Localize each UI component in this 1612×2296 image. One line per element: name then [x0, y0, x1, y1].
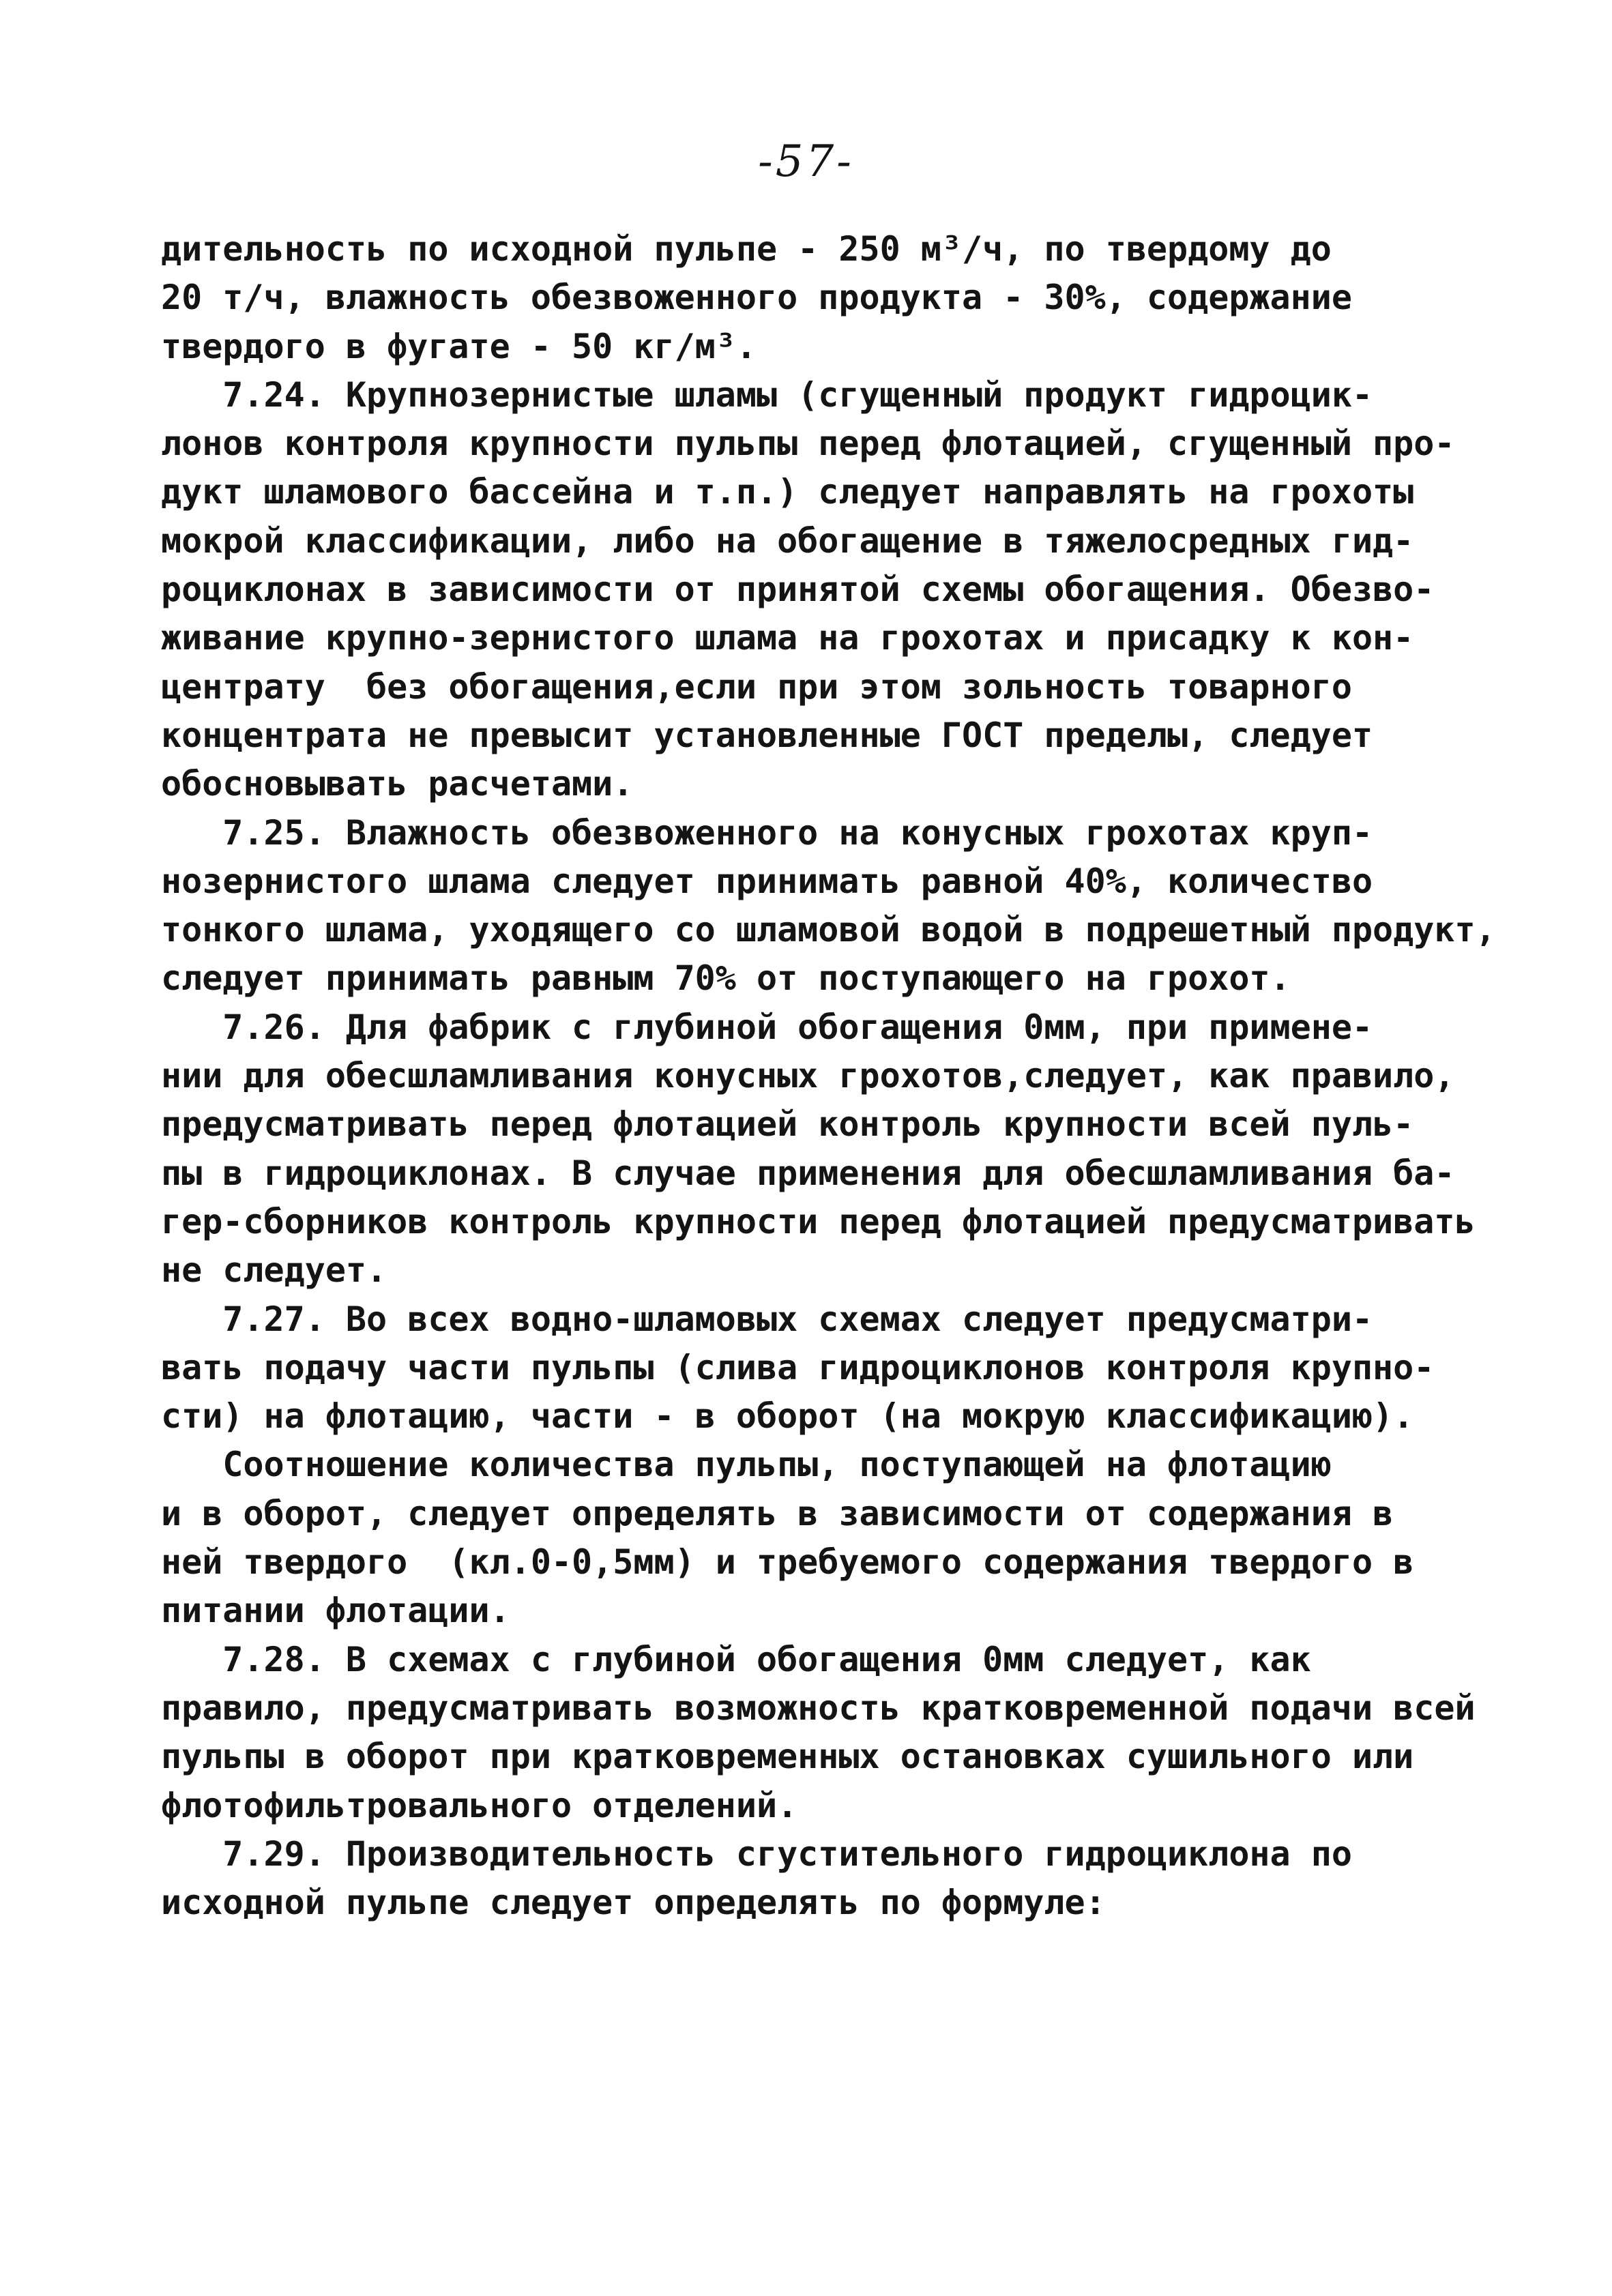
text-line: 7.26. Для фабрик с глубиной обогащения 0мм, при примене-: [161, 1007, 1373, 1047]
text-line: исходной пульпе следует определять по формуле:: [161, 1883, 1106, 1923]
text-line: 7.25. Влажность обезвоженного на конусных грохотах круп-: [161, 812, 1373, 853]
document-body: [161, 225, 1496, 1927]
text-line: мокрой классификации, либо на обогащение в тяжелосредных гид-: [161, 520, 1414, 561]
text-line: живание крупно-зернистого шлама на грохотах и присадку к кон-: [161, 618, 1414, 658]
text-line: следует принимать равным 70% от поступающего на грохот.: [161, 958, 1291, 999]
text-line: гер-сборников контроль крупности перед флотацией предусматривать: [161, 1201, 1476, 1241]
text-line: центрату без обогащения,если при этом зольность товарного: [161, 666, 1352, 707]
text-line: питании флотации.: [161, 1591, 510, 1631]
text-line: 7.27. Во всех водно-шламовых схемах следует предусматри-: [161, 1299, 1373, 1339]
text-line: 7.29. Производительность сгустительного гидроциклона по: [161, 1834, 1352, 1874]
text-line: ней твердого (кл.0-0,5мм) и требуемого содержания твердого в: [161, 1542, 1414, 1583]
text-line: лонов контроля крупности пульпы перед флотацией, сгущенный про-: [161, 424, 1455, 464]
text-line: концентрата не превысит установленные ГОСТ пределы, следует: [161, 715, 1373, 755]
text-line: вать подачу части пульпы (слива гидроциклонов контроля крупно-: [161, 1347, 1435, 1387]
text-line: твердого в фугате - 50 кг/м³.: [161, 326, 757, 366]
text-line: дительность по исходной пульпе - 250 м³/ч, по твердому до: [161, 229, 1332, 269]
text-line: пы в гидроциклонах. В случае применения для обесшламливания ба-: [161, 1153, 1455, 1193]
page-number: -57-: [758, 136, 854, 187]
text-line: 7.28. В схемах с глубиной обогащения 0мм следует, как: [161, 1639, 1311, 1679]
text-line: флотофильтровального отделений.: [161, 1785, 798, 1825]
text-line: Соотношение количества пульпы, поступающей на флотацию: [161, 1445, 1332, 1485]
text-line: сти) на флотацию, части - в оборот (на мокрую классификацию).: [161, 1396, 1414, 1437]
text-line: 7.24. Крупнозернистые шламы (сгущенный продукт гидроцик-: [161, 374, 1373, 415]
text-line: обосновывать расчетами.: [161, 764, 634, 804]
text-line: не следует.: [161, 1250, 387, 1291]
text-line: 20 т/ч, влажность обезвоженного продукта - 30%, содержание: [161, 278, 1352, 318]
text-line: нии для обесшламливания конусных грохотов,следует, как правило,: [161, 1056, 1455, 1096]
text-line: правило, предусматривать возможность кратковременной подачи всей: [161, 1688, 1476, 1728]
text-line: пульпы в оборот при кратковременных остановках сушильного или: [161, 1737, 1414, 1777]
text-line: дукт шламового бассейна и т.п.) следует направлять на грохоты: [161, 472, 1414, 512]
text-line: нозернистого шлама следует принимать равной 40%, количество: [161, 861, 1373, 901]
text-line: роциклонах в зависимости от принятой схемы обогащения. Обезво-: [161, 570, 1435, 610]
text-line: тонкого шлама, уходящего со шламовой водой в подрешетный продукт,: [161, 910, 1496, 950]
text-line: предусматривать перед флотацией контроль крупности всей пуль-: [161, 1104, 1414, 1145]
text-line: и в оборот, следует определять в зависимости от содержания в: [161, 1493, 1394, 1533]
